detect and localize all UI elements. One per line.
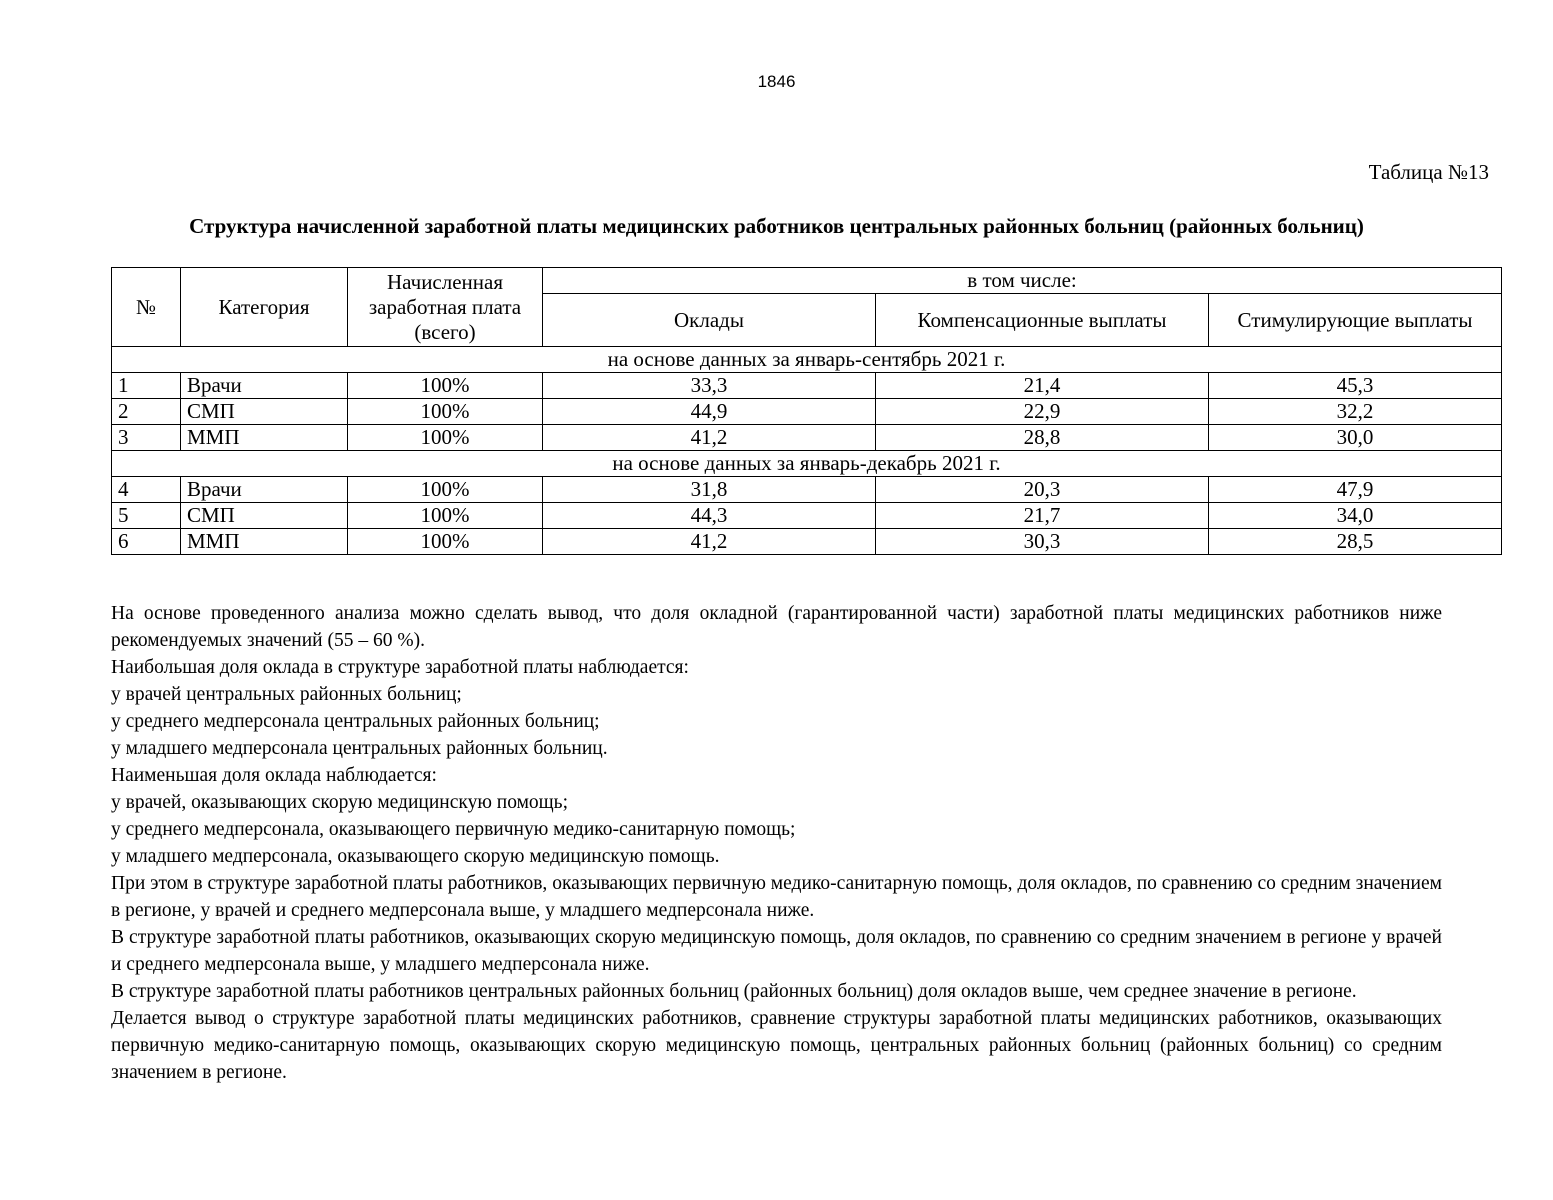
analysis-text: [111, 600, 1442, 1086]
section-label: на основе данных за январь-декабрь 2021 г.: [112, 451, 1502, 477]
cell-total: 100%: [348, 399, 543, 425]
cell-incentive: 32,2: [1209, 399, 1502, 425]
table-row: [112, 399, 1502, 425]
cell-compensation: 21,4: [876, 373, 1209, 399]
cell-salaries: 31,8: [543, 477, 876, 503]
cell-incentive: 47,9: [1209, 477, 1502, 503]
cell-number: 6: [112, 529, 181, 555]
cell-total: 100%: [348, 477, 543, 503]
paragraph: В структуре заработной платы работников, оказывающих скорую медицинскую помощь, доля окладов, по сравнению со средним значением в регионе у врачей и среднего медперсонала выше, у младшего медперсонала ниже.: [111, 927, 1442, 975]
cell-number: 3: [112, 425, 181, 451]
paragraph: у среднего медперсонала, оказывающего первичную медико-санитарную помощь;: [111, 819, 796, 840]
cell-category: СМП: [181, 399, 348, 425]
page-number: 1846: [757, 72, 796, 91]
cell-salaries: 44,9: [543, 399, 876, 425]
cell-incentive: 30,0: [1209, 425, 1502, 451]
cell-incentive: 34,0: [1209, 503, 1502, 529]
cell-total: 100%: [348, 425, 543, 451]
cell-compensation: 30,3: [876, 529, 1209, 555]
paragraph: у младшего медперсонала центральных районных больниц.: [111, 738, 608, 759]
cell-category: Врачи: [181, 373, 348, 399]
cell-total: 100%: [348, 529, 543, 555]
section-row: [112, 451, 1502, 477]
cell-incentive: 45,3: [1209, 373, 1502, 399]
header-including: в том числе:: [543, 268, 1502, 294]
cell-category: Врачи: [181, 477, 348, 503]
header-incentive: Стимулирующие выплаты: [1209, 294, 1502, 347]
cell-total: 100%: [348, 373, 543, 399]
cell-number: 2: [112, 399, 181, 425]
table-row: [112, 425, 1502, 451]
paragraph: При этом в структуре заработной платы работников, оказывающих первичную медико-санитарную помощь, доля окладов, по сравнению со средним значением в регионе, у врачей и среднего медперсонала выше, у младшего медперсонала ниже.: [111, 873, 1442, 921]
section-row: [112, 347, 1502, 373]
paragraph: у врачей, оказывающих скорую медицинскую помощь;: [111, 792, 568, 813]
section-label: на основе данных за январь-сентябрь 2021 г.: [112, 347, 1502, 373]
cell-compensation: 22,9: [876, 399, 1209, 425]
header-salaries: Оклады: [543, 294, 876, 347]
cell-salaries: 33,3: [543, 373, 876, 399]
paragraph: Наибольшая доля оклада в структуре заработной платы наблюдается:: [111, 657, 689, 678]
paragraph: На основе проведенного анализа можно сделать вывод, что доля окладной (гарантированной части) заработной платы медицинских работников ниже рекомендуемых значений (55 – 60 %).: [111, 603, 1442, 651]
paragraph: Наименьшая доля оклада наблюдается:: [111, 765, 437, 786]
table-row: [112, 529, 1502, 555]
table-title: Структура начисленной заработной платы медицинских работников центральных районных больниц (районных больниц): [189, 214, 1364, 238]
header-number: №: [112, 268, 181, 347]
header-category: Категория: [181, 268, 348, 347]
cell-category: СМП: [181, 503, 348, 529]
cell-salaries: 44,3: [543, 503, 876, 529]
paragraph: Делается вывод о структуре заработной платы медицинских работников, сравнение структуры заработной платы медицинских работников, оказывающих первичную медико-санитарную помощь, оказывающих скорую медицинскую помощь, центральных районных больниц (районных больниц) со средним значением в регионе.: [111, 1008, 1442, 1083]
cell-compensation: 28,8: [876, 425, 1209, 451]
paragraph: В структуре заработной платы работников центральных районных больниц (районных больниц) доля окладов выше, чем среднее значение в регионе.: [111, 981, 1357, 1002]
table-row: [112, 477, 1502, 503]
paragraph: у среднего медперсонала центральных районных больниц;: [111, 711, 600, 732]
cell-salaries: 41,2: [543, 529, 876, 555]
cell-category: ММП: [181, 425, 348, 451]
header-accrued-salary: Начисленная заработная плата (всего): [348, 268, 543, 347]
table-label: Таблица №13: [1368, 160, 1489, 184]
table-row: [112, 503, 1502, 529]
cell-incentive: 28,5: [1209, 529, 1502, 555]
cell-salaries: 41,2: [543, 425, 876, 451]
cell-number: 5: [112, 503, 181, 529]
cell-number: 4: [112, 477, 181, 503]
header-compensation: Компенсационные выплаты: [876, 294, 1209, 347]
cell-number: 1: [112, 373, 181, 399]
cell-total: 100%: [348, 503, 543, 529]
cell-compensation: 21,7: [876, 503, 1209, 529]
paragraph: у врачей центральных районных больниц;: [111, 684, 462, 705]
paragraph: у младшего медперсонала, оказывающего скорую медицинскую помощь.: [111, 846, 720, 867]
cell-compensation: 20,3: [876, 477, 1209, 503]
salary-structure-table: [111, 267, 1502, 555]
cell-category: ММП: [181, 529, 348, 555]
table-row: [112, 373, 1502, 399]
